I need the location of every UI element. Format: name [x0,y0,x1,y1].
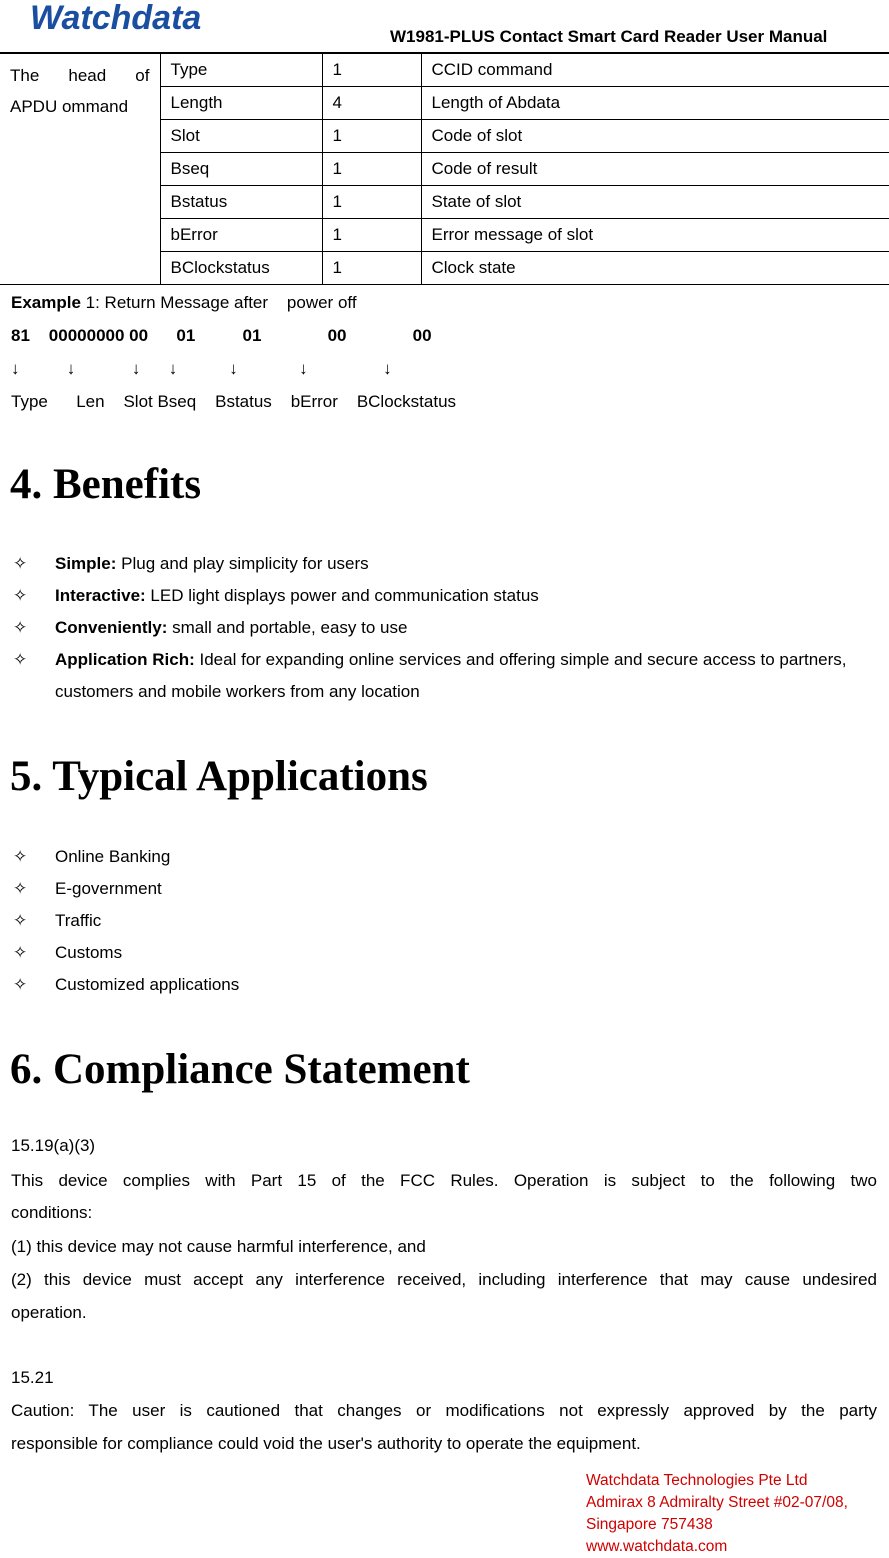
footer-website[interactable]: www.watchdata.com [586,1538,728,1555]
benefit-label: Application Rich: [55,650,195,669]
cell-size: 1 [322,54,421,87]
benefit-label: Conveniently: [55,618,168,637]
cell-field: BClockstatus [160,252,322,285]
compliance-paragraph-2: Caution: The user is cautioned that changes or modifications not expressly approved by the party [11,1401,877,1420]
benefit-text: small and portable, easy to use [167,618,408,637]
star-bullet-icon: ✧ [13,650,28,669]
example-field-names: Type Len Slot Bseq Bstatus bError BClockstatus [11,392,457,411]
cell-desc: Error message of slot [421,219,889,252]
compliance-ref-2: 15.21 [11,1368,54,1387]
cell-field: bError [160,219,322,252]
cell-desc: Length of Abdata [421,87,889,120]
example-text: 1: Return Message after power off [80,293,357,312]
apdu-head-table [0,53,889,285]
benefit-item [0,612,880,644]
example-label: Example [11,293,81,312]
cell-size: 4 [322,87,421,120]
application-item [0,873,880,905]
application-text: Customized applications [55,975,240,994]
application-item [0,841,880,873]
star-bullet-icon: ✧ [13,554,28,573]
compliance-condition-2-cont: operation. [11,1303,87,1322]
compliance-condition-1: (1) this device may not cause harmful interference, and [11,1237,426,1256]
cell-size: 1 [322,252,421,285]
star-bullet-icon: ✧ [13,586,28,605]
example-arrows: ↓ ↓ ↓ ↓ ↓ ↓ ↓ [11,359,392,378]
cell-field: Bseq [160,153,322,186]
footer-address-line-1: Admirax 8 Admiralty Street #02-07/08, [586,1494,848,1511]
cell-desc: CCID command [421,54,889,87]
star-bullet-icon: ✧ [13,879,28,898]
star-bullet-icon: ✧ [13,847,28,866]
applications-list [0,841,880,1001]
cell-desc: Code of result [421,153,889,186]
compliance-paragraph-2-cont: responsible for compliance could void the user's authority to operate the equipment. [11,1434,641,1453]
application-text: Traffic [55,911,102,930]
compliance-paragraph-1: This device complies with Part 15 of the FCC Rules. Operation is subject to the following two [11,1171,877,1190]
watchdata-logo [28,0,268,34]
cell-field: Bstatus [160,186,322,219]
benefit-item [0,548,880,580]
benefit-item [0,644,880,708]
table-row [0,54,889,87]
cell-field: Slot [160,120,322,153]
cell-desc: Clock state [421,252,889,285]
applications-heading: 5. Typical Applications [10,753,428,800]
document-title: W1981-PLUS Contact Smart Card Reader User Manual [390,27,828,46]
compliance-paragraph-1-cont: conditions: [11,1203,93,1222]
benefit-text: Ideal for expanding online services and offering simple and secure access to partners, customers and mobile workers from any location [55,650,847,701]
cell-field: Type [160,54,322,87]
footer-company: Watchdata Technologies Pte Ltd [586,1472,808,1489]
compliance-heading: 6. Compliance Statement [10,1046,470,1093]
application-item [0,905,880,937]
cell-desc: State of slot [421,186,889,219]
example-caption [11,293,357,313]
benefit-label: Interactive: [55,586,146,605]
apdu-head-label: The head of APDU ommand [0,54,160,285]
compliance-condition-2: (2) this device must accept any interference received, including interference that may cause undesired [11,1270,877,1289]
star-bullet-icon: ✧ [13,618,28,637]
cell-size: 1 [322,219,421,252]
footer-address-line-2: Singapore 757438 [586,1516,713,1533]
cell-field: Length [160,87,322,120]
application-text: E-government [55,879,162,898]
application-item [0,969,880,1001]
star-bullet-icon: ✧ [13,911,28,930]
example-values: 81 00000000 00 01 01 00 00 [11,326,432,345]
benefit-text: Plug and play simplicity for users [116,554,369,573]
cell-desc: Code of slot [421,120,889,153]
star-bullet-icon: ✧ [13,943,28,962]
application-text: Online Banking [55,847,171,866]
cell-size: 1 [322,120,421,153]
application-text: Customs [55,943,123,962]
star-bullet-icon: ✧ [13,975,28,994]
benefit-text: LED light displays power and communication status [145,586,539,605]
compliance-ref-1: 15.19(a)(3) [11,1136,96,1155]
application-item [0,937,880,969]
benefits-list [0,548,880,708]
logo-wordmark: Watchdata [30,0,202,34]
footer-address-block [586,1470,848,1558]
benefits-heading: 4. Benefits [10,461,202,508]
cell-size: 1 [322,186,421,219]
benefit-item [0,580,880,612]
cell-size: 1 [322,153,421,186]
benefit-label: Simple: [55,554,117,573]
